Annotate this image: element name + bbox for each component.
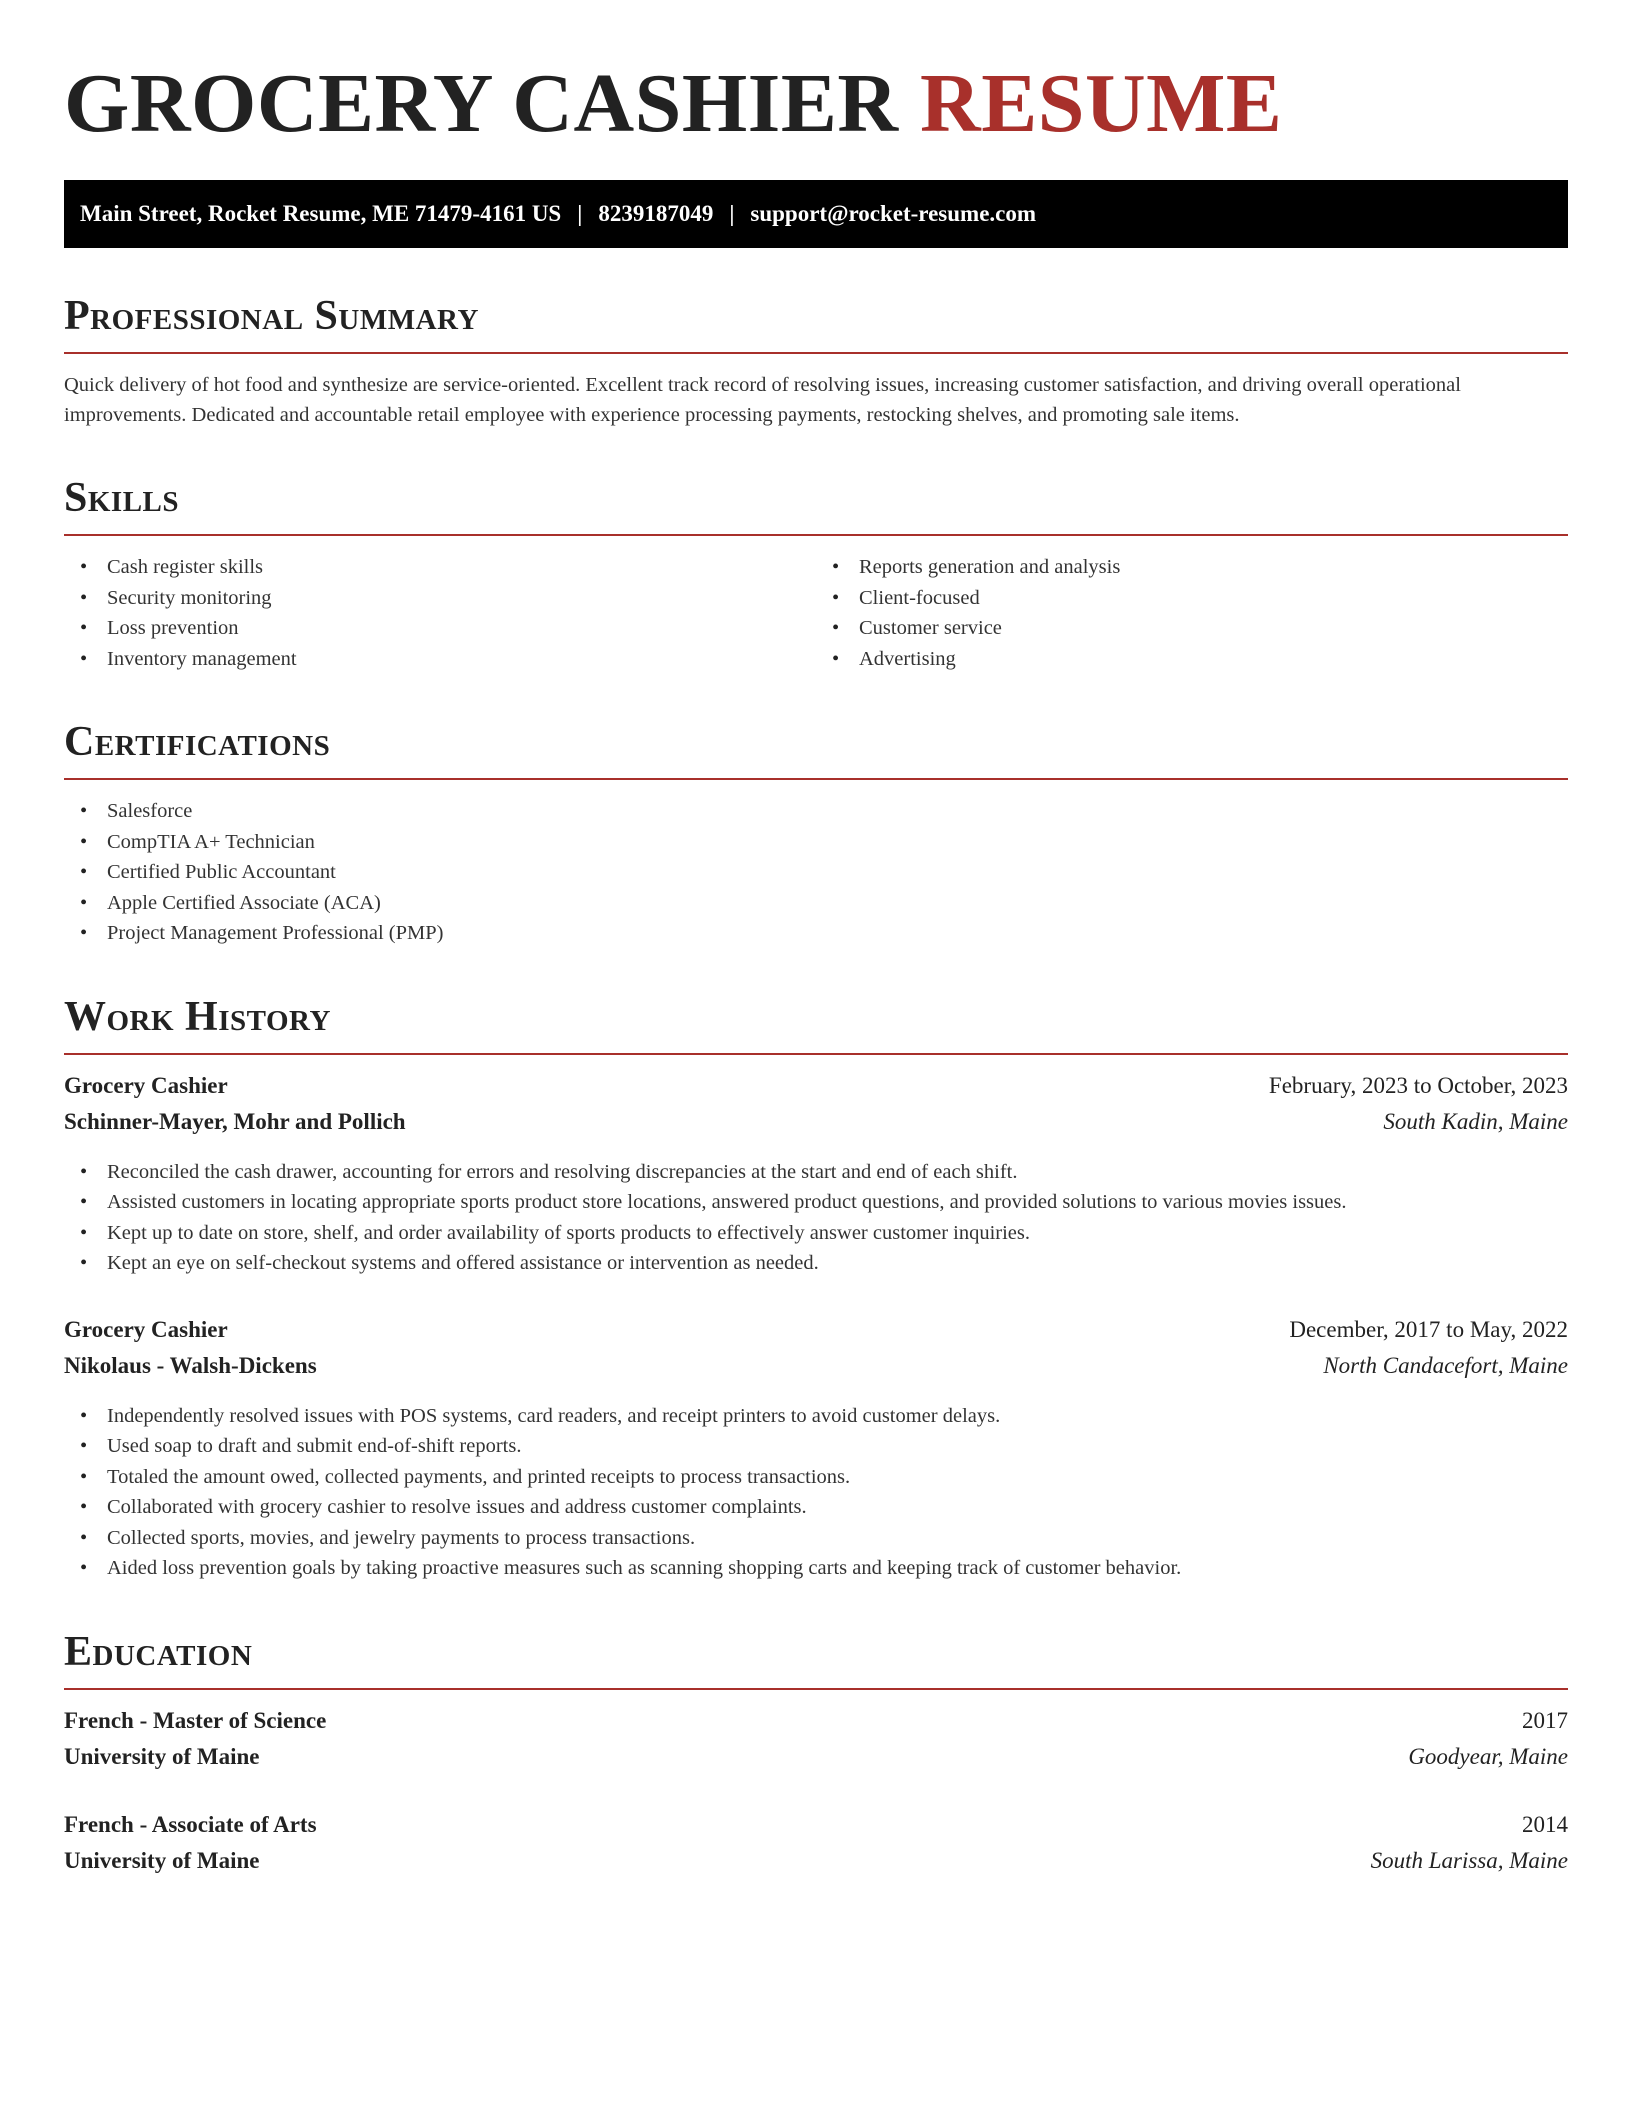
- education-school: University of Maine: [64, 1743, 260, 1769]
- job-duty: • Kept an eye on self-checkout systems and offered assistance or intervention as needed.: [64, 1248, 1568, 1279]
- education-heading: Education: [64, 1630, 1568, 1690]
- certifications-list: [64, 796, 1568, 949]
- job-header-row: [64, 1073, 1568, 1109]
- education-location: South Larissa, Maine: [1370, 1847, 1568, 1873]
- education-degree: French - Master of Science: [64, 1707, 327, 1733]
- contact-bar: [64, 180, 1568, 248]
- resume-title: [64, 0, 1568, 152]
- skill-item: • Reports generation and analysis: [816, 552, 1568, 583]
- education-school: University of Maine: [64, 1847, 260, 1873]
- skills-column-right: [816, 552, 1568, 674]
- education-entry: [64, 1708, 1568, 1780]
- certifications-heading: Certifications: [64, 720, 1568, 780]
- job-entry: [64, 1317, 1568, 1584]
- job-company: Nikolaus - Walsh-Dickens: [64, 1352, 317, 1378]
- education-year: 2014: [1522, 1811, 1568, 1837]
- contact-address: Main Street, Rocket Resume, ME 71479-4161 US: [80, 201, 562, 226]
- education-entry: [64, 1812, 1568, 1884]
- contact-email: support@rocket-resume.com: [750, 201, 1037, 226]
- contact-separator: |: [729, 201, 735, 226]
- job-location: South Kadin, Maine: [1383, 1108, 1568, 1134]
- skills-heading: Skills: [64, 476, 1568, 536]
- job-dates: February, 2023 to October, 2023: [1268, 1072, 1568, 1098]
- education-degree: French - Associate of Arts: [64, 1811, 317, 1837]
- job-duty: • Assisted customers in locating appropriate sports product store locations, answered product questions, and provided solutions to various movies issues.: [64, 1187, 1568, 1218]
- job-entry: [64, 1073, 1568, 1279]
- job-duty: • Totaled the amount owed, collected payments, and printed receipts to process transactions.: [64, 1462, 1568, 1493]
- skills-list: [64, 552, 1568, 674]
- job-title: Grocery Cashier: [64, 1316, 228, 1342]
- contact-phone: 8239187049: [598, 201, 714, 226]
- certification-item: • CompTIA A+ Technician: [64, 827, 1568, 858]
- title-main: GROCERY CASHIER: [64, 57, 899, 150]
- job-dates: December, 2017 to May, 2022: [1289, 1316, 1568, 1342]
- skill-item: • Inventory management: [64, 644, 816, 675]
- certification-item: • Certified Public Accountant: [64, 857, 1568, 888]
- work-history-heading: Work History: [64, 995, 1568, 1055]
- job-duty: • Collected sports, movies, and jewelry payments to process transactions.: [64, 1523, 1568, 1554]
- skill-item: • Client-focused: [816, 583, 1568, 614]
- education-school-row: [64, 1848, 1568, 1884]
- summary-heading: Professional Summary: [64, 294, 1568, 354]
- education-year: 2017: [1522, 1707, 1568, 1733]
- job-duty: • Collaborated with grocery cashier to resolve issues and address customer complaints.: [64, 1492, 1568, 1523]
- job-duty: • Reconciled the cash drawer, accounting for errors and resolving discrepancies at the start and end of each shift.: [64, 1157, 1568, 1188]
- job-company: Schinner-Mayer, Mohr and Pollich: [64, 1108, 406, 1134]
- education-location: Goodyear, Maine: [1408, 1743, 1568, 1769]
- certification-item: • Salesforce: [64, 796, 1568, 827]
- job-company-row: [64, 1109, 1568, 1145]
- skills-column-left: [64, 552, 816, 674]
- skill-item: • Loss prevention: [64, 613, 816, 644]
- contact-separator: |: [577, 201, 583, 226]
- skill-item: • Advertising: [816, 644, 1568, 675]
- job-duties: [64, 1401, 1568, 1584]
- job-duty: • Kept up to date on store, shelf, and order availability of sports products to effectively answer customer inquiries.: [64, 1218, 1568, 1249]
- job-title: Grocery Cashier: [64, 1072, 228, 1098]
- job-header-row: [64, 1317, 1568, 1353]
- skill-item: • Cash register skills: [64, 552, 816, 583]
- skill-item: • Security monitoring: [64, 583, 816, 614]
- certification-item: • Apple Certified Associate (ACA): [64, 888, 1568, 919]
- job-location: North Candacefort, Maine: [1323, 1352, 1568, 1378]
- job-duty: • Independently resolved issues with POS systems, card readers, and receipt printers to avoid customer delays.: [64, 1401, 1568, 1432]
- education-school-row: [64, 1744, 1568, 1780]
- job-duties: [64, 1157, 1568, 1279]
- education-degree-row: [64, 1812, 1568, 1848]
- certification-item: • Project Management Professional (PMP): [64, 918, 1568, 949]
- summary-text: Quick delivery of hot food and synthesize are service-oriented. Excellent track record of resolving issues, increasing customer satisfaction, and driving overall operational improvements. Dedicated and accountable retail employee with experience processing payments, restocking shelves, and promoting sale items.: [64, 374, 1461, 426]
- education-degree-row: [64, 1708, 1568, 1744]
- skill-item: • Customer service: [816, 613, 1568, 644]
- job-duty: • Aided loss prevention goals by taking proactive measures such as scanning shopping carts and keeping track of customer behavior.: [64, 1553, 1568, 1584]
- job-duty: • Used soap to draft and submit end-of-shift reports.: [64, 1431, 1568, 1462]
- job-company-row: [64, 1353, 1568, 1389]
- title-accent: RESUME: [920, 57, 1283, 150]
